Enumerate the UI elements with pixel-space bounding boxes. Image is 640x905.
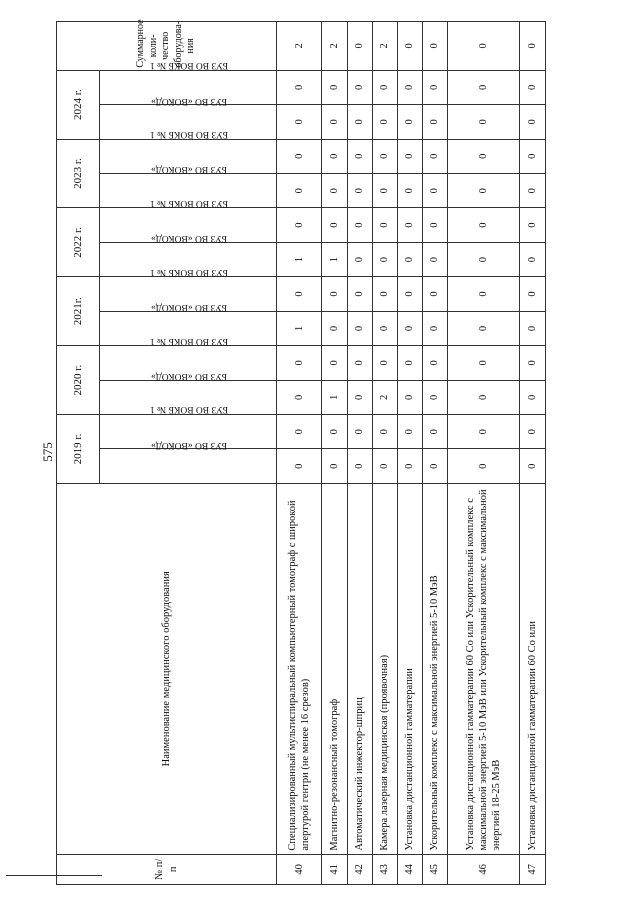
row-value-cell: 1 [322, 242, 347, 276]
row-value-cell: 0 [347, 139, 372, 173]
row-number: 45 [422, 854, 447, 884]
header-institution-label: БУЗ ВО ВОКБ № 1 [149, 60, 228, 71]
row-value-cell: 0 [322, 277, 347, 311]
row-value-cell: 0 [347, 380, 372, 414]
row-value-cell: 0 [277, 70, 322, 104]
equipment-table-body [277, 22, 546, 885]
row-value-cell: 0 [422, 242, 447, 276]
table-row [347, 22, 372, 885]
row-equipment-name: Камера лазерная медицинская (проявочная) [372, 483, 397, 854]
row-value-cell: 0 [447, 380, 519, 414]
row-total: 0 [519, 22, 545, 71]
row-value-cell: 0 [322, 346, 347, 380]
row-number: 40 [277, 854, 322, 884]
row-value-cell: 0 [447, 449, 519, 483]
row-value-cell: 0 [347, 449, 372, 483]
row-equipment-name: Специализированный мультиспиральный компьютерный томограф с широкой апертурой гентри (не менее 16 срезов) [277, 483, 322, 854]
row-value-cell: 0 [447, 139, 519, 173]
table-row [422, 22, 447, 885]
row-equipment-name: Автоматический инжектор-шприц [347, 483, 372, 854]
header-year-2024: 2024 г. [57, 70, 100, 139]
row-value-cell: 0 [347, 242, 372, 276]
table-row [397, 22, 422, 885]
row-value-cell: 0 [397, 242, 422, 276]
equipment-table-container [56, 21, 546, 885]
row-value-cell: 0 [447, 311, 519, 345]
table-row [322, 22, 347, 885]
header-equipment-name: Наименование медицинского оборудования [57, 483, 277, 854]
header-row-years [57, 22, 100, 885]
row-equipment-name: Установка дистанционной гамматерапии [397, 483, 422, 854]
row-total: 2 [277, 22, 322, 71]
header-institution-label: БУЗ ВО «ВОКОД» [150, 439, 227, 450]
header-number: № п/п [57, 854, 277, 884]
header-institution-label: БУЗ ВО «ВОКОД» [150, 302, 227, 313]
row-value-cell: 1 [277, 311, 322, 345]
row-value-cell: 0 [277, 105, 322, 139]
row-value-cell: 0 [322, 173, 347, 207]
row-value-cell: 0 [372, 277, 397, 311]
row-value-cell: 0 [397, 70, 422, 104]
row-value-cell: 0 [347, 346, 372, 380]
row-total: 0 [422, 22, 447, 71]
row-value-cell: 0 [422, 208, 447, 242]
row-value-cell: 0 [422, 105, 447, 139]
row-total: 0 [447, 22, 519, 71]
header-year-2019: 2019 г. [57, 415, 100, 484]
row-value-cell: 0 [372, 242, 397, 276]
row-value-cell: 0 [519, 277, 545, 311]
row-value-cell: 0 [277, 139, 322, 173]
header-total: Суммарное коли-чество оборудова-ния [57, 22, 277, 71]
row-value-cell: 0 [277, 208, 322, 242]
row-value-cell: 0 [519, 380, 545, 414]
row-value-cell: 0 [347, 105, 372, 139]
header-institution-label: БУЗ ВО «ВОКОД» [150, 233, 227, 244]
row-value-cell: 0 [422, 380, 447, 414]
row-value-cell: 0 [397, 311, 422, 345]
header-institution-label: БУЗ ВО ВОКБ № 1 [149, 335, 228, 346]
row-value-cell: 0 [372, 449, 397, 483]
row-total: 0 [347, 22, 372, 71]
row-value-cell: 0 [372, 173, 397, 207]
row-value-cell: 0 [372, 415, 397, 449]
row-value-cell: 0 [422, 139, 447, 173]
row-total: 2 [322, 22, 347, 71]
row-value-cell: 0 [277, 415, 322, 449]
row-value-cell: 1 [277, 242, 322, 276]
row-equipment-name: Магнитно-резонансный томограф [322, 483, 347, 854]
row-value-cell: 0 [397, 277, 422, 311]
row-value-cell: 0 [322, 415, 347, 449]
table-row [519, 22, 545, 885]
row-value-cell: 0 [322, 208, 347, 242]
row-value-cell: 0 [422, 173, 447, 207]
footnote-divider [6, 875, 102, 876]
page-number: 575 [40, 442, 55, 462]
row-value-cell: 0 [397, 415, 422, 449]
header-year-2022: 2022 г. [57, 208, 100, 277]
row-value-cell: 0 [277, 346, 322, 380]
row-value-cell: 0 [372, 346, 397, 380]
row-number: 42 [347, 854, 372, 884]
row-value-cell: 0 [519, 346, 545, 380]
row-total: 2 [372, 22, 397, 71]
row-value-cell: 0 [347, 415, 372, 449]
row-number: 44 [397, 854, 422, 884]
row-value-cell: 0 [519, 105, 545, 139]
row-total: 0 [397, 22, 422, 71]
row-value-cell: 0 [422, 311, 447, 345]
row-value-cell: 0 [519, 242, 545, 276]
row-equipment-name: Ускорительный комплекс с максимальной энергией 5-10 МэВ [422, 483, 447, 854]
row-value-cell: 0 [397, 173, 422, 207]
header-institution-label: БУЗ ВО ВОКБ № 1 [149, 404, 228, 415]
row-value-cell: 0 [397, 346, 422, 380]
row-equipment-name: Установка дистанционной гамматерапии 60 Со или Ускорительный комплекс с максимальной энергией 5-10 МэВ или Ускорительный комплекс с максимальной энергией 18-25 МэВ [447, 483, 519, 854]
table-row [447, 22, 519, 885]
row-value-cell: 0 [322, 139, 347, 173]
row-value-cell: 0 [372, 311, 397, 345]
header-institution-label: БУЗ ВО «ВОКОД» [150, 370, 227, 381]
row-value-cell: 0 [277, 380, 322, 414]
row-value-cell: 0 [322, 449, 347, 483]
row-number: 46 [447, 854, 519, 884]
row-value-cell: 0 [447, 346, 519, 380]
row-value-cell: 0 [447, 173, 519, 207]
row-value-cell: 0 [372, 139, 397, 173]
row-value-cell: 1 [322, 380, 347, 414]
row-value-cell: 0 [519, 139, 545, 173]
row-value-cell: 0 [277, 277, 322, 311]
header-year-2023: 2023 г. [57, 139, 100, 208]
equipment-table [56, 21, 546, 885]
row-value-cell: 0 [519, 311, 545, 345]
row-value-cell: 0 [447, 208, 519, 242]
row-value-cell: 0 [347, 70, 372, 104]
row-value-cell: 0 [397, 449, 422, 483]
header-institution-label: БУЗ ВО ВОКБ № 1 [149, 266, 228, 277]
row-value-cell: 0 [277, 449, 322, 483]
row-value-cell: 0 [322, 311, 347, 345]
row-value-cell: 0 [422, 449, 447, 483]
row-value-cell: 0 [447, 415, 519, 449]
header-institution-label: БУЗ ВО ВОКБ № 1 [149, 128, 228, 139]
header-institution-2019-vokod [100, 439, 277, 483]
row-value-cell: 0 [519, 208, 545, 242]
row-value-cell: 0 [422, 346, 447, 380]
row-value-cell: 0 [397, 380, 422, 414]
row-value-cell: 0 [372, 70, 397, 104]
rotated-table-frame [56, 21, 546, 885]
row-value-cell: 0 [422, 415, 447, 449]
row-equipment-name: Установка дистанционной гамматерапии 60 Со или [519, 483, 545, 854]
row-number: 47 [519, 854, 545, 884]
table-row [277, 22, 322, 885]
row-value-cell: 0 [347, 173, 372, 207]
row-value-cell: 0 [519, 449, 545, 483]
header-institution-label: БУЗ ВО «ВОКОД» [150, 95, 227, 106]
row-value-cell: 0 [447, 105, 519, 139]
row-value-cell: 0 [519, 415, 545, 449]
row-value-cell: 0 [322, 70, 347, 104]
row-number: 43 [372, 854, 397, 884]
row-value-cell: 0 [519, 173, 545, 207]
row-value-cell: 0 [347, 277, 372, 311]
header-institution-label: БУЗ ВО ВОКБ № 1 [149, 197, 228, 208]
row-value-cell: 0 [447, 70, 519, 104]
header-year-2020: 2020 г. [57, 346, 100, 415]
row-value-cell: 0 [347, 208, 372, 242]
row-value-cell: 0 [397, 208, 422, 242]
row-value-cell: 0 [422, 70, 447, 104]
row-number: 41 [322, 854, 347, 884]
row-value-cell: 0 [397, 105, 422, 139]
row-value-cell: 0 [447, 242, 519, 276]
header-institution-label: БУЗ ВО «ВОКОД» [150, 164, 227, 175]
table-row [372, 22, 397, 885]
row-value-cell: 0 [447, 277, 519, 311]
row-value-cell: 0 [277, 173, 322, 207]
header-year-2021: 2021г. [57, 277, 100, 346]
row-value-cell: 0 [519, 70, 545, 104]
row-value-cell: 2 [372, 380, 397, 414]
row-value-cell: 0 [422, 277, 447, 311]
row-value-cell: 0 [397, 139, 422, 173]
row-value-cell: 0 [372, 105, 397, 139]
row-value-cell: 0 [372, 208, 397, 242]
row-value-cell: 0 [347, 311, 372, 345]
row-value-cell: 0 [322, 105, 347, 139]
